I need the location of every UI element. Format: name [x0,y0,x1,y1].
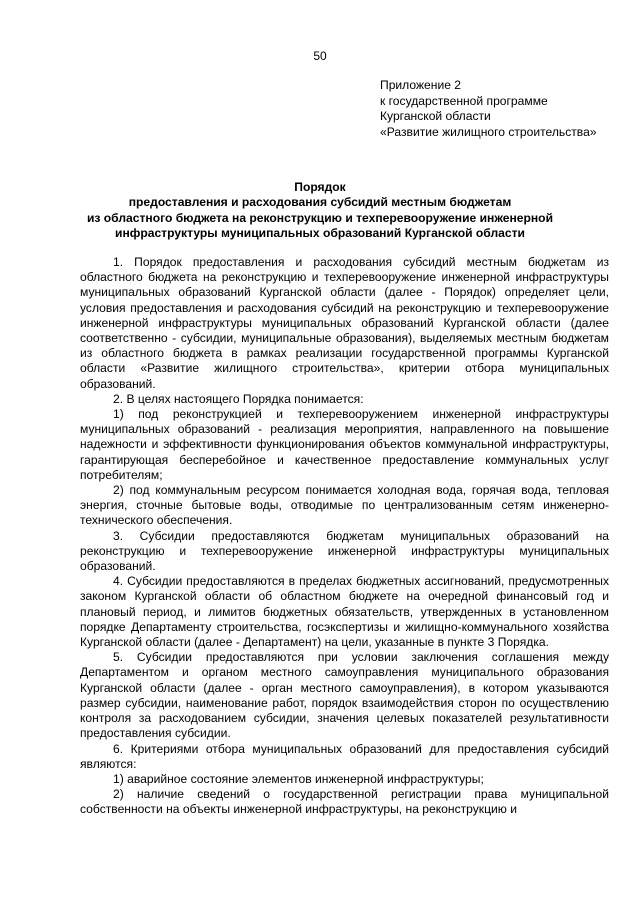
appendix-header [380,78,630,140]
paragraph: 5. Субсидии предоставляются при условии заключения соглашения между Департаментом и органом местного самоуправления муниципального образования Курганской области (далее - орган местного самоуправления), в котором указываются размер субсидии, наименование работ, порядок взаимодействия сторон по осуществлению контроля за расходованием субсидии, значения целевых показателей результативности предоставления субсидии. [80,650,609,741]
document-title [70,180,570,242]
title-line: предоставления и расходования субсидий местным бюджетам [128,195,512,210]
paragraph: 4. Субсидии предоставляются в пределах бюджетных ассигнований, предусмотренных законом Курганской области об областном бюджете на очередной финансовый год и плановый период, и лимитов бюджетных обязательств, утвержденных в установленном порядке Департаменту строительства, госэкспертизы и жилищно-коммунального хозяйства Курганской области (далее - Департамент) на цели, указанные в пункте 3 Порядка. [80,574,609,650]
title-line: Порядок [294,180,346,194]
page-number: 50 [313,49,327,63]
document-body [80,255,609,818]
paragraph: 1. Порядок предоставления и расходования субсидий местным бюджетам из областного бюджета на реконструкцию и техперевооружение инженерной инфраструктуры муниципальных образований Курганской области (далее - Порядок) определяет цели, условия предоставления и расходования субсидий на реконструкцию и техперевооружение инженерной инфраструктуры муниципальных образований Курганской области (далее соответственно - субсидии, муниципальные образования), выделяемых местным бюджетам из областного бюджета в рамках реализации государственной программы Курганской области «Развитие жилищного строительства», критерии отбора муниципальных образований. [80,255,609,391]
appendix-line: Приложение 2 [380,78,462,92]
paragraph: 3. Субсидии предоставляются бюджетам муниципальных образований на реконструкцию и техперевооружение инженерной инфраструктуры муниципальных образований. [80,528,609,574]
appendix-line: Курганской области [380,109,491,124]
paragraph: 2) наличие сведений о государственной регистрации права муниципальной собственности на объекты инженерной инфраструктуры, на реконструкцию и [80,787,609,817]
appendix-line: «Развитие жилищного строительства» [380,124,597,139]
title-line: из областного бюджета на реконструкцию и техперевооружение инженерной [86,210,554,225]
paragraph: 1) аварийное состояние элементов инженерной инфраструктуры; [113,771,484,786]
paragraph: 1) под реконструкцией и техперевооружением инженерной инфраструктуры муниципальных образований - реализация мероприятия, направленного на повышение надежности и эффективности функционирования объектов коммунальной инфраструктуры, гарантирующая бесперебойное и качественное предоставление коммунальных услуг потребителям; [80,407,609,482]
appendix-line: к государственной программе [380,93,548,108]
title-line: инфраструктуры муниципальных образований Курганской области [115,226,525,241]
paragraph: 2. В целях настоящего Порядка понимается: [113,391,364,406]
paragraph: 6. Критериями отбора муниципальных образований для предоставления субсидий являются: [80,741,609,771]
paragraph: 2) под коммунальным ресурсом понимается холодная вода, горячая вода, тепловая энергия, сточные бытовые воды, отводимые по централизованным сетям инженерно-технического обеспечения. [80,483,609,528]
